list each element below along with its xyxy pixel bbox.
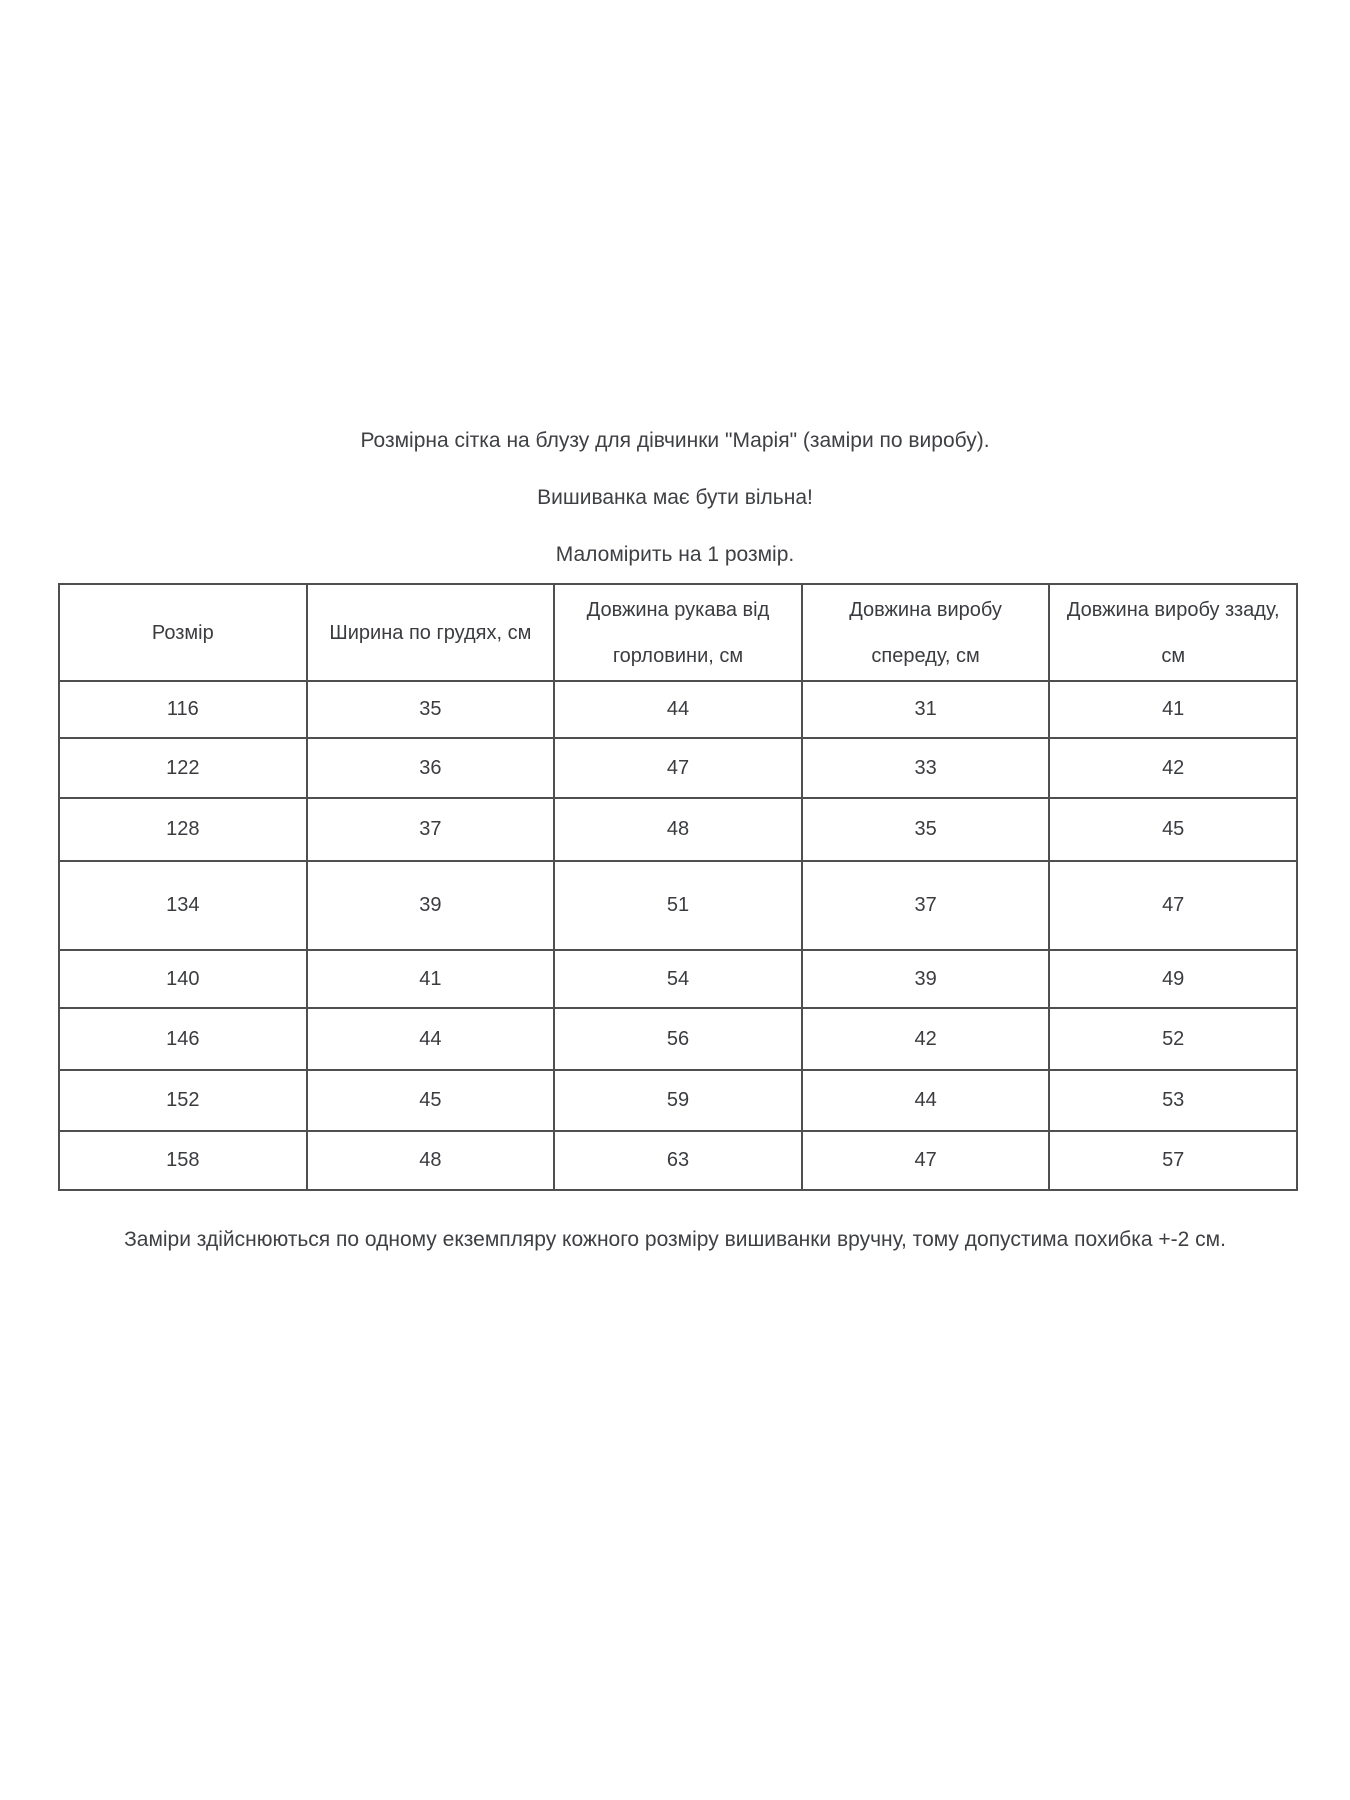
column-header-sleeve-length: Довжина рукава від горловини, см — [554, 584, 802, 681]
table-row — [59, 950, 1297, 1008]
back-length-cell: 53 — [1049, 1070, 1297, 1131]
sizing-note: Маломірить на 1 розмір. — [555, 543, 795, 566]
fit-note: Вишиванка має бути вільна! — [537, 486, 813, 509]
size-cell: 152 — [59, 1070, 307, 1131]
sleeve-length-cell: 63 — [554, 1131, 802, 1190]
table-row — [59, 738, 1297, 798]
front-length-cell: 37 — [802, 861, 1050, 950]
table-row — [59, 1131, 1297, 1190]
front-length-cell: 35 — [802, 798, 1050, 861]
back-length-cell: 47 — [1049, 861, 1297, 950]
chest-width-cell: 45 — [307, 1070, 555, 1131]
front-length-cell: 44 — [802, 1070, 1050, 1131]
chest-width-cell: 35 — [307, 681, 555, 738]
front-length-cell: 33 — [802, 738, 1050, 798]
size-cell: 140 — [59, 950, 307, 1008]
back-length-cell: 42 — [1049, 738, 1297, 798]
sleeve-length-cell: 47 — [554, 738, 802, 798]
front-length-cell: 31 — [802, 681, 1050, 738]
column-header-back-length: Довжина виробу ззаду, см — [1049, 584, 1297, 681]
chest-width-cell: 48 — [307, 1131, 555, 1190]
table-row — [59, 798, 1297, 861]
size-table-body — [59, 681, 1297, 1190]
table-row — [59, 1008, 1297, 1070]
size-table-header — [59, 584, 1297, 681]
front-length-cell: 47 — [802, 1131, 1050, 1190]
size-cell: 128 — [59, 798, 307, 861]
column-header-size: Розмір — [59, 584, 307, 681]
chest-width-cell: 36 — [307, 738, 555, 798]
size-cell: 134 — [59, 861, 307, 950]
sleeve-length-cell: 44 — [554, 681, 802, 738]
chest-width-cell: 44 — [307, 1008, 555, 1070]
chest-width-cell: 41 — [307, 950, 555, 1008]
measurement-disclaimer: Заміри здійснюються по одному екземпляру кожного розміру вишиванки вручну, тому допустима похибка +-2 см. — [124, 1228, 1226, 1251]
table-row — [59, 1070, 1297, 1131]
size-cell: 116 — [59, 681, 307, 738]
header-row — [59, 584, 1297, 681]
sleeve-length-cell: 56 — [554, 1008, 802, 1070]
back-length-cell: 57 — [1049, 1131, 1297, 1190]
column-header-chest-width: Ширина по грудях, см — [307, 584, 555, 681]
chest-width-cell: 39 — [307, 861, 555, 950]
size-cell: 158 — [59, 1131, 307, 1190]
front-length-cell: 42 — [802, 1008, 1050, 1070]
size-chart-title: Розмірна сітка на блузу для дівчинки "Марія" (заміри по виробу). — [360, 429, 990, 452]
size-cell: 122 — [59, 738, 307, 798]
table-row — [59, 681, 1297, 738]
sleeve-length-cell: 48 — [554, 798, 802, 861]
size-cell: 146 — [59, 1008, 307, 1070]
back-length-cell: 45 — [1049, 798, 1297, 861]
back-length-cell: 52 — [1049, 1008, 1297, 1070]
chest-width-cell: 37 — [307, 798, 555, 861]
back-length-cell: 41 — [1049, 681, 1297, 738]
size-table — [58, 583, 1298, 1191]
column-header-front-length: Довжина виробу спереду, см — [802, 584, 1050, 681]
size-table-container — [58, 583, 1298, 1191]
intro-text-block — [0, 412, 1350, 583]
sleeve-length-cell: 59 — [554, 1070, 802, 1131]
table-row — [59, 861, 1297, 950]
back-length-cell: 49 — [1049, 950, 1297, 1008]
sleeve-length-cell: 51 — [554, 861, 802, 950]
sleeve-length-cell: 54 — [554, 950, 802, 1008]
front-length-cell: 39 — [802, 950, 1050, 1008]
